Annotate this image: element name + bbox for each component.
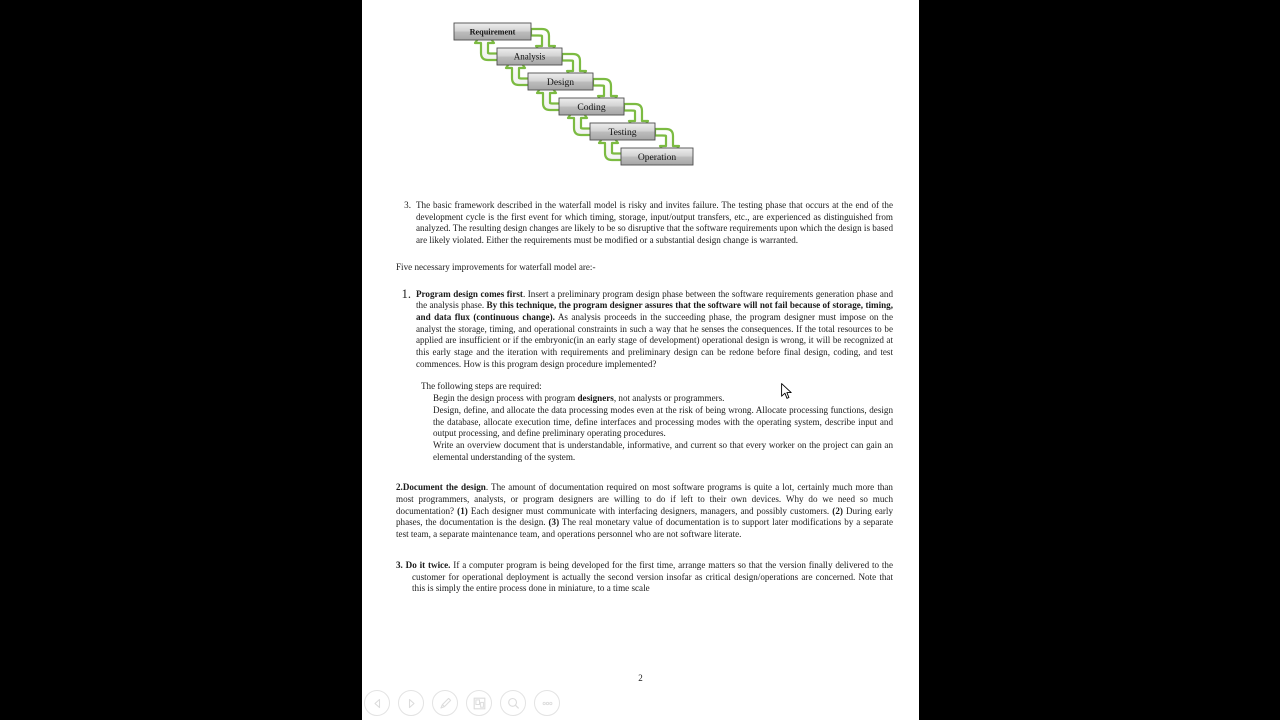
list-item-2-document-design <box>396 482 893 541</box>
svg-text:Testing: Testing <box>608 126 637 138</box>
diagram-box-testing <box>590 123 655 140</box>
document-page[interactable] <box>362 0 919 720</box>
item1-part1: . Insert a preliminary program design phase between the software requirements generation phase and the analysis phase. <box>416 288 894 311</box>
item1-part2: As analysis proceeds in the succeeding phase, the program designer must impose on the analyst the storage, timing, and operational constraints in such a way that he senses the consequences. If the total resources to be applied are insufficient or if the embryonic(in an early stage of development) operational design is wrong, it will be recognized at this early stage and the iteration with requirements and preliminary design can be redone before final design, coding, and test commences. How is this program design procedure implemented? <box>416 311 893 369</box>
viewer-toolbar <box>364 690 560 716</box>
improvements-intro: Five necessary improvements for waterfall model are:- <box>396 261 596 272</box>
annotate-button[interactable] <box>432 690 458 716</box>
diagram-box-coding <box>559 98 624 115</box>
list-marker: 3. <box>404 200 411 210</box>
list-item-text: The basic framework described in the waterfall model is risky and invites failure. The testing phase that occurs at the end of the development cycle is the first event for which timing, storage, input/output transfers, etc., are experienced as distinguished from analyzed. The resulting design changes are likely to be so disruptive that the software requirements upon which the design is based are likely violated. Either the requirements must be modified or a substantial design change is warranted. <box>416 200 893 246</box>
item3b-bold: 3. Do it twice. <box>396 559 451 570</box>
svg-text:Coding: Coding <box>577 101 606 113</box>
pen-icon <box>438 696 453 711</box>
item3b-text: If a computer program is being developed for the first time, arrange matters so that the version finally delivered to the customer for operational deployment is actually the second version insofar as critical design/operations are concerned. Note that this is simply the entire process done in miniature, to a time scale <box>412 559 893 594</box>
search-button[interactable] <box>500 690 526 716</box>
svg-text:Analysis: Analysis <box>513 51 546 62</box>
steps-lead: The following steps are required: <box>421 381 542 392</box>
item2-text-c: During early phases, the documentation is the design. <box>396 505 894 528</box>
step1-b: , not analysts or programmers. <box>613 393 725 404</box>
triangle-right-icon <box>405 697 418 710</box>
diagram-box-requirement <box>454 23 531 40</box>
svg-text:Operation: Operation <box>637 151 677 163</box>
item2-bold: 2.Document the design <box>396 482 486 493</box>
item2-text-d: The real monetary value of documentation is to support later modifications by a separate test team, a separate maintenance team, and operations personnel who are not software literate. <box>396 517 893 540</box>
item1-bold2: By this technique, the program designer assures that the software will not fail because of storage, timing, and data flux (continuous change). <box>416 300 893 322</box>
svg-text:Design: Design <box>546 76 575 88</box>
previous-page-button[interactable] <box>364 690 390 716</box>
item2-text-b: Each designer must communicate with interfacing designers, managers, and possibly customers. <box>467 505 833 516</box>
list-item-3-framework <box>396 200 893 247</box>
diagram-box-analysis <box>497 48 562 65</box>
list-item-1-program-design <box>396 286 894 371</box>
item2-b2: (2) <box>832 505 843 516</box>
svg-text:Requirement: Requirement <box>469 27 516 37</box>
document-body <box>396 200 893 595</box>
list-item-text <box>416 289 893 371</box>
item2-b1: (1) <box>457 505 468 516</box>
list-item-3-do-it-twice <box>396 560 893 595</box>
item2-b3: (3) <box>548 517 560 528</box>
more-options-button[interactable] <box>534 690 560 716</box>
waterfall-model-diagram <box>450 22 705 197</box>
diagram-box-design <box>528 73 593 90</box>
ellipsis-icon <box>540 696 555 711</box>
thumbnails-button[interactable] <box>466 690 492 716</box>
magnifier-icon <box>506 696 521 711</box>
next-page-button[interactable] <box>398 690 424 716</box>
triangle-left-icon <box>371 697 384 710</box>
step-3: Write an overview document that is understandable, informative, and current so that every worker on the project can gain an elemental understanding of the system. <box>433 439 893 462</box>
required-steps-block <box>421 381 893 463</box>
list-marker: 1. <box>401 286 411 301</box>
item2-text-a: . The amount of documentation required on most software programs is quite a lot, certainly much more than most programmers, analysts, or program designers are willing to do if left to their own devices. Why do we need so much documentation? <box>396 482 893 516</box>
step1-a: Begin the design process with program <box>433 393 578 404</box>
diagram-box-operation <box>621 148 693 165</box>
page-number: 2 <box>638 673 643 683</box>
pages-icon <box>472 696 487 711</box>
step-2: Design, define, and allocate the data processing modes even at the risk of being wrong. Allocate processing functions, design the database, allocate execution time, define interfaces and processing modes with the operating system, describe input and output processing, and define preliminary operating procedures. <box>433 404 893 439</box>
step1-bold: designers <box>577 393 614 404</box>
step-1 <box>433 393 893 405</box>
item1-lead-bold: Program design comes first <box>416 288 523 299</box>
